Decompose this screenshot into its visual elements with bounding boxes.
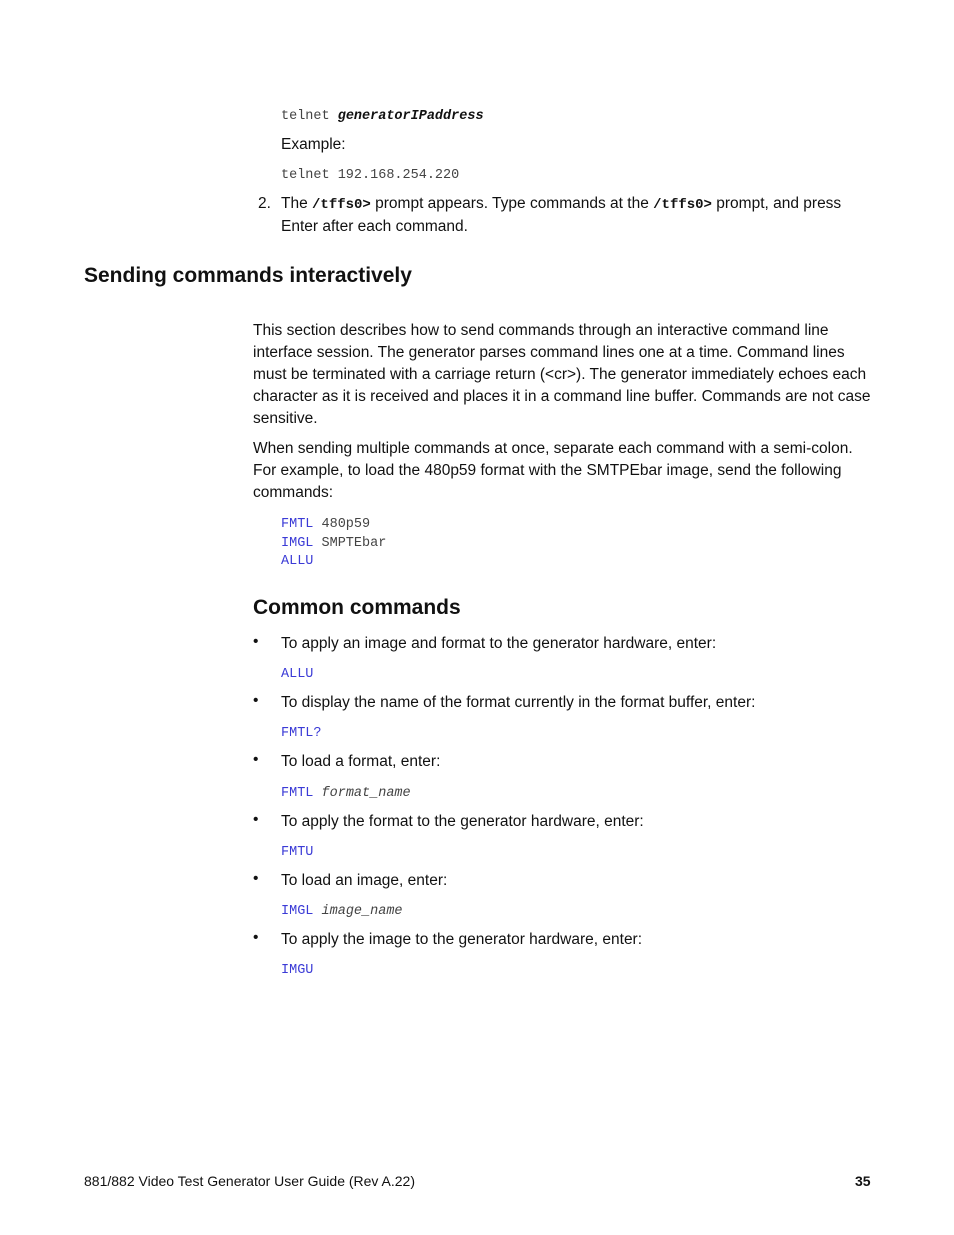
bullet-icon: •: [253, 870, 259, 887]
bullet-icon: •: [253, 811, 259, 828]
command-argument: 480p59: [313, 517, 371, 532]
bullet-icon: •: [253, 633, 259, 650]
example-label: Example:: [281, 136, 346, 153]
list-item-code: [281, 786, 411, 801]
command-argument: image_name: [321, 904, 403, 919]
code-block: [281, 516, 386, 572]
list-item-text: To apply an image and format to the generator hardware, enter:: [281, 635, 717, 652]
telnet-command: telnet: [281, 109, 330, 124]
command-keyword: ALLU: [281, 554, 314, 569]
telnet-argument: generatorIPaddress: [337, 109, 484, 124]
bullet-icon: •: [253, 692, 259, 709]
command-keyword: IMGL: [281, 904, 314, 919]
list-item-code: [281, 845, 313, 860]
prompt-code-2: /tffs0>: [653, 197, 712, 213]
prompt-code-1: /tffs0>: [312, 197, 371, 213]
step-2-text: [281, 193, 881, 238]
code-line: [281, 553, 386, 572]
list-item-text: To load a format, enter:: [281, 753, 441, 770]
command-keyword: FMTL: [281, 517, 314, 532]
list-item-text: To apply the image to the generator hardware, enter:: [281, 931, 643, 948]
section-heading-sending-commands: Sending commands interactively: [84, 264, 412, 287]
code-line: [281, 535, 386, 554]
step-2-part2: prompt appears. Type commands at the: [370, 195, 654, 212]
list-item-code: [281, 667, 313, 682]
telnet-syntax: [281, 109, 484, 124]
page-number: 35: [855, 1173, 871, 1189]
footer-title: 881/882 Video Test Generator User Guide (Rev A.22): [84, 1173, 416, 1189]
list-item-text: To load an image, enter:: [281, 872, 448, 889]
command-keyword: ALLU: [281, 667, 314, 682]
step-2-line2: Enter after each command.: [281, 218, 468, 235]
command-argument: SMPTEbar: [313, 535, 387, 551]
command-keyword: FMTL: [281, 786, 314, 801]
step-number: 2.: [258, 195, 271, 212]
section1-paragraph-2: When sending multiple commands at once, separate each command with a semi-colon. For example, to load the 480p59 format with the SMTPEbar image, send the following commands:: [253, 440, 853, 501]
section-heading-common-commands: Common commands: [253, 596, 461, 619]
bullet-icon: •: [253, 929, 259, 946]
code-line: [281, 516, 386, 535]
command-keyword: IMGU: [281, 963, 314, 978]
command-keyword: FMTL?: [281, 726, 322, 741]
list-item-code: [281, 904, 403, 919]
list-item-code: [281, 963, 313, 978]
step-2-part1: The: [281, 195, 313, 212]
step-2-line1: [281, 193, 881, 216]
bullet-icon: •: [253, 751, 259, 768]
command-keyword: IMGL: [281, 535, 314, 551]
command-argument: format_name: [321, 786, 411, 801]
list-item-text: To display the name of the format currently in the format buffer, enter:: [281, 694, 756, 711]
list-item-text: To apply the format to the generator hardware, enter:: [281, 813, 644, 830]
command-keyword: FMTU: [281, 845, 314, 860]
list-item-code: [281, 726, 322, 741]
section1-paragraph-1: This section describes how to send commands through an interactive command line interface session. The generator parses command lines one at a time. Command lines must be terminated with a carriage return (<cr>). The generator immediately echoes each character as it is received and places it in a command line buffer. Commands are not case sensitive.: [253, 322, 871, 427]
example-code: telnet 192.168.254.220: [281, 168, 460, 183]
step-2-part3: prompt, and press: [711, 195, 842, 212]
